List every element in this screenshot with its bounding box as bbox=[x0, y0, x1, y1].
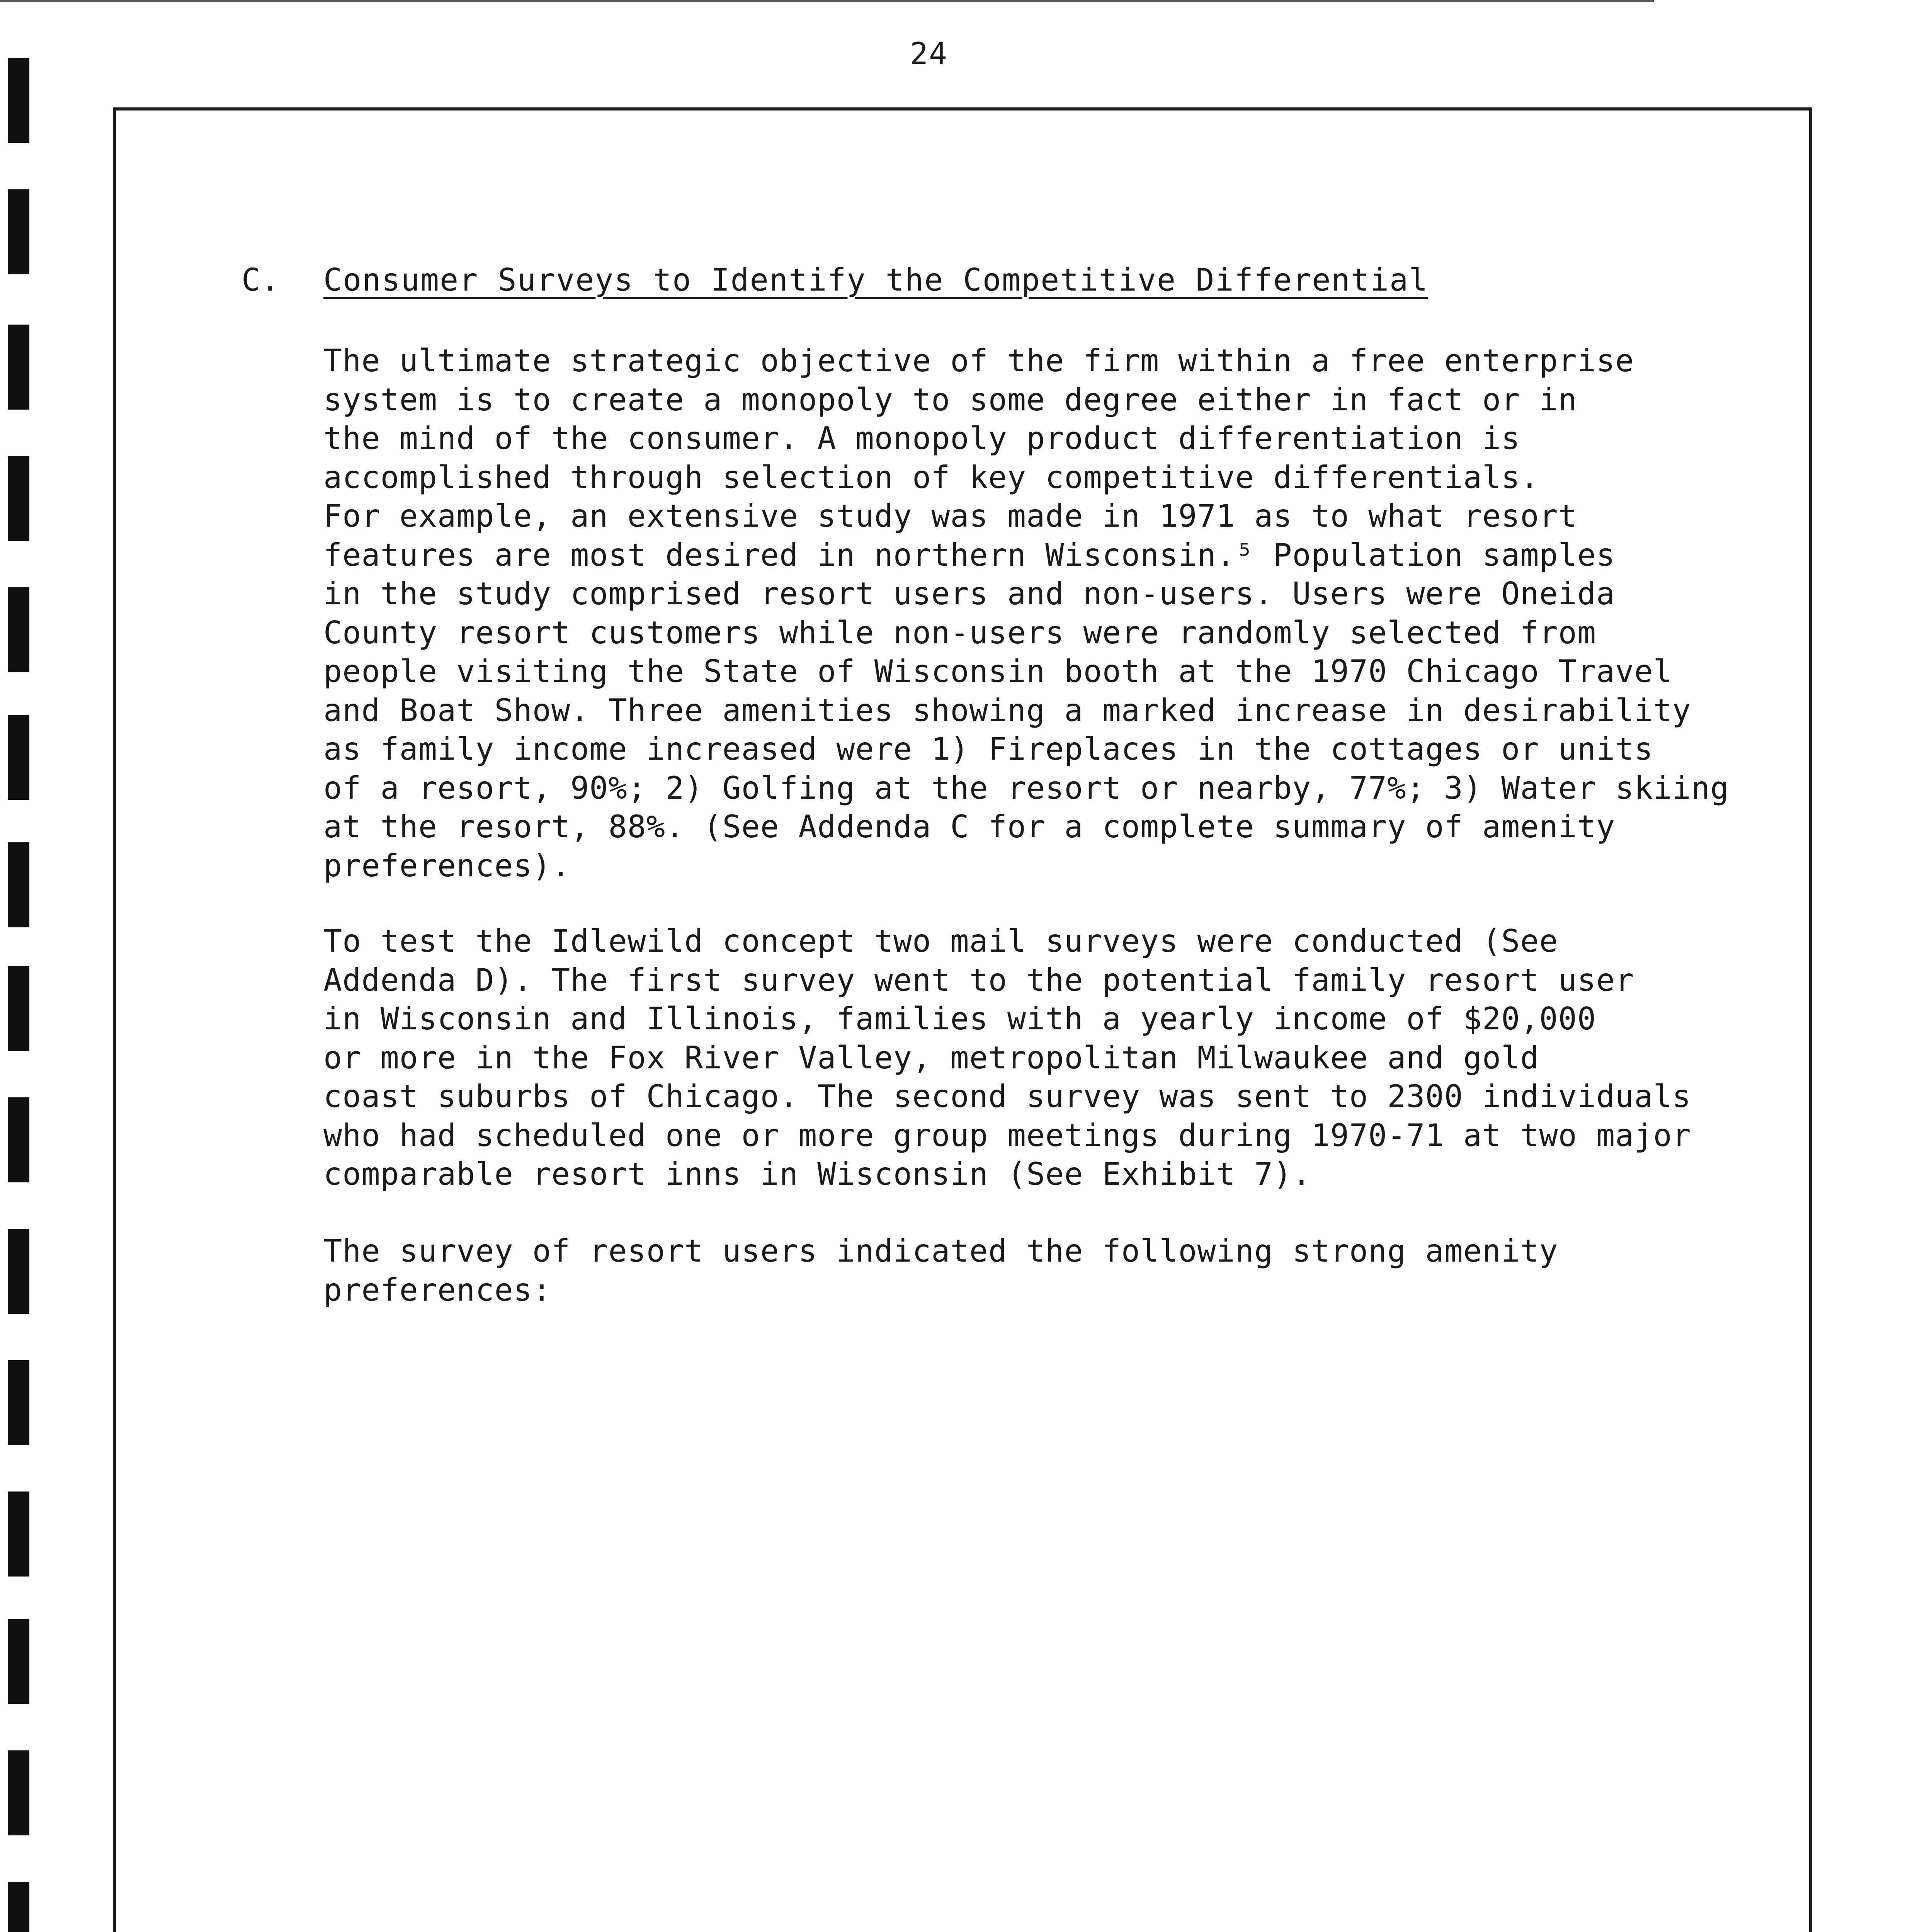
body-paragraph: To test the Idlewild concept two mail surveys were conducted (See Addenda D). The first survey went to the potential family resort user in Wisconsin and Illinois, families with a yearly income of $20,000 or more in the Fox River Valley, metropolitan Milwaukee and gold coast suburbs of Chicago. The second survey was sent to 2300 individuals who had scheduled one or more group meetings during 1970-71 at two major comparable resort inns in Wisconsin (See Exhibit 7). bbox=[323, 923, 1691, 1192]
body-paragraph: The ultimate strategic objective of the firm within a free enterprise system is to create a monopoly to some degree either in fact or in the mind of the consumer. A monopoly product differentiation is accomplished through selection of key competitive differentials. For example, an extensive study was made in 1971 as to what resort features are most desired in northern Wisconsin.⁵ Population samples in the study comprised resort users and non-users. Users were Oneida County resort customers while non-users were randomly selected from people visiting the State of Wisconsin booth at the 1970 Chicago Travel and Boat Show. Three amenities showing a marked increase in desirability as family income increased were 1) Fireplaces in the cottages or units of a resort, 90%; 2) Golfing at the resort or nearby, 77%; 3) Water skiing at the resort, 88%. (See Addenda C for a complete summary of amenity preferences). bbox=[323, 343, 1730, 884]
binding-mark bbox=[8, 325, 29, 410]
binding-mark bbox=[8, 58, 29, 143]
binding-mark bbox=[8, 456, 29, 541]
binding-mark bbox=[8, 1229, 29, 1314]
binding-mark bbox=[8, 1882, 29, 1932]
binding-mark bbox=[8, 587, 29, 672]
binding-mark bbox=[8, 715, 29, 800]
binding-mark bbox=[8, 842, 29, 927]
page-number: 24 bbox=[910, 37, 948, 71]
binding-marks bbox=[8, 58, 29, 1932]
binding-mark bbox=[8, 1097, 29, 1182]
binding-mark bbox=[8, 1619, 29, 1704]
binding-mark bbox=[8, 1492, 29, 1577]
binding-mark bbox=[8, 1360, 29, 1445]
section-letter: C. bbox=[242, 262, 281, 298]
binding-mark bbox=[8, 1750, 29, 1835]
top-edge-rule bbox=[0, 0, 1654, 2]
body-paragraph: The survey of resort users indicated the following strong amenity preferences: bbox=[323, 1233, 1558, 1308]
section-title: Consumer Surveys to Identify the Competitive Differential bbox=[323, 262, 1429, 298]
binding-mark bbox=[8, 189, 29, 274]
section-heading bbox=[242, 262, 1428, 298]
binding-mark bbox=[8, 966, 29, 1051]
